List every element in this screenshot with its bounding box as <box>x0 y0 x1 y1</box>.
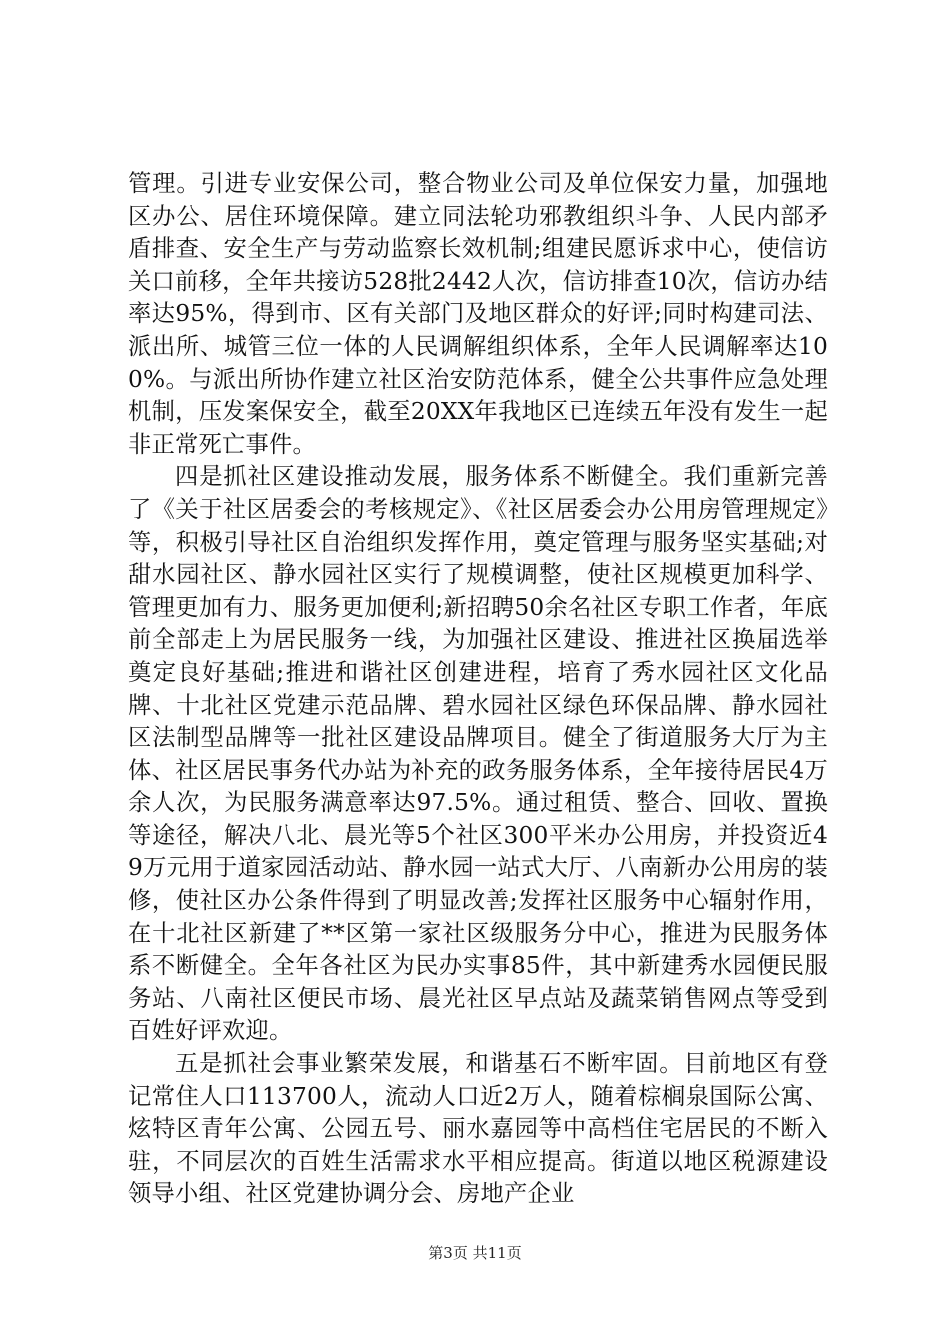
paragraph-2: 四是抓社区建设推动发展，服务体系不断健全。我们重新完善了《关于社区居委会的考核规定》、《社区居委会办公用房管理规定》等，积极引导社区自治组织发挥作用，奠定管理与服务坚实基础;对甜水园社区、静水园社区实行了规模调整，使社区规模更加科学、管理更加有力、服务更加便利;新招聘50余名社区专职工作者，年底前全部走上为居民服务一线，为加强社区建设、推进社区换届选举奠定良好基础;推进和谐社区创建进程，培育了秀水园社区文化品牌、十北社区党建示范品牌、碧水园社区绿色环保品牌、静水园社区法制型品牌等一批社区建设品牌项目。健全了街道服务大厅为主体、社区居民事务代办站为补充的政务服务体系，全年接待居民4万余人次，为民服务满意率达97.5%。通过租赁、整合、回收、置换等途径，解决八北、晨光等5个社区300平米办公用房，并投资近49万元用于道家园活动站、静水园一站式大厅、八南新办公用房的装修，使社区办公条件得到了明显改善;发挥社区服务中心辐射作用，在十北社区新建了**区第一家社区级服务分中心，推进为民服务体系不断健全。全年各社区为民办实事85件，其中新建秀水园便民服务站、八南社区便民市场、晨光社区早点站及蔬菜销售网点等受到百姓好评欢迎。 <box>128 463 828 1045</box>
paragraph-1: 管理。引进专业安保公司，整合物业公司及单位保安力量，加强地区办公、居住环境保障。建立同法轮功邪教组织斗争、人民内部矛盾排查、安全生产与劳动监察长效机制;组建民愿诉求中心，使信访关口前移，全年共接访528批2442人次，信访排查10次，信访办结率达95%，得到市、区有关部门及地区群众的好评;同时构建司法、派出所、城管三位一体的人民调解组织体系，全年人民调解率达100%。与派出所协作建立社区治安防范体系，健全公共事件应急处理机制，压发案保安全，截至20XX年我地区已连续五年没有发生一起非正常死亡事件。 <box>128 170 828 458</box>
paragraph-3: 五是抓社会事业繁荣发展，和谐基石不断牢固。目前地区有登记常住人口113700人，流动人口近2万人，随着棕榈泉国际公寓、炫特区青年公寓、公园五号、丽水嘉园等中高档住宅居民的不断入驻，不同层次的百姓生活需求水平相应提高。街道以地区税源建设领导小组、社区党建协调分会、房地产企业 <box>128 1050 828 1208</box>
document-body <box>128 168 828 1211</box>
page-number-footer: 第3页 共11页 <box>428 1244 522 1262</box>
